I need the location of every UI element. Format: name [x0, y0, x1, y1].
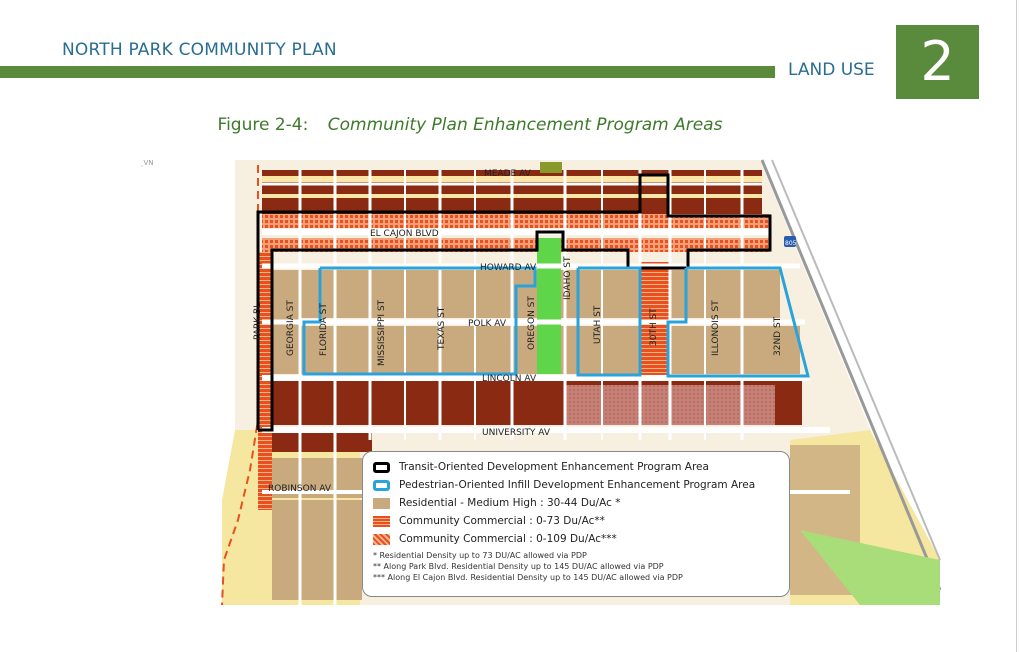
park-bl-corridor-south — [258, 430, 272, 510]
section-label: LAND USE — [788, 60, 875, 80]
legend-label-cc109: Community Commercial : 0-109 Du/Ac*** — [399, 533, 617, 545]
label-idaho-st: IDAHO ST — [563, 256, 573, 300]
label-university-av: UNIVERSITY AV — [482, 428, 551, 438]
legend-note-1: * Residential Density up to 73 DU/AC allowed via PDP — [373, 551, 587, 560]
legend-notes — [373, 550, 779, 583]
label-texas-st: TEXAS ST — [437, 306, 447, 350]
cc109-swatch-icon — [373, 534, 390, 545]
interstate-shield-label: 805 — [785, 240, 797, 247]
legend-label-pedestrian: Pedestrian-Oriented Infill Development Enhancement Program Area — [399, 479, 756, 491]
residential-swatch-icon — [373, 498, 390, 509]
label-30th-st: 30TH ST — [649, 308, 659, 346]
label-utah-st: UTAH ST — [593, 305, 603, 344]
cc73-swatch-icon — [373, 516, 390, 527]
chapter-number-badge: 2 — [896, 25, 979, 99]
legend-note-2: ** Along Park Blvd. Residential Density up to 145 DU/AC allowed via PDP — [373, 562, 664, 571]
park-bl-corridor — [258, 252, 272, 430]
legend-label-tod: Transit-Oriented Development Enhancement Program Area — [399, 461, 709, 473]
label-32nd-st: 32ND ST — [773, 316, 783, 356]
label-meade-av: MEADE AV — [484, 169, 531, 179]
open-space-park — [537, 238, 561, 374]
label-georgia-st: GEORGIA ST — [286, 300, 296, 356]
label-polk-av: POLK AV — [468, 319, 507, 329]
legend-note-3: *** Along El Cajon Blvd. Residential Density up to 145 DU/AC allowed via PDP — [373, 573, 683, 582]
label-park-bl: PARK BL — [253, 302, 263, 340]
label-oregon-st: OREGON ST — [527, 296, 537, 350]
map-corner-mark: ˏVN — [140, 159, 154, 167]
label-lincoln-av: LINCOLN AV — [482, 374, 537, 384]
label-robinson-av: ROBINSON AV — [268, 484, 332, 494]
pedestrian-swatch-icon — [373, 480, 390, 491]
figure-title: Community Plan Enhancement Program Areas — [327, 115, 723, 135]
label-howard-av: HOWARD AV — [480, 263, 537, 273]
legend-item-cc109 — [373, 530, 779, 548]
legend-label-cc73: Community Commercial : 0-73 Du/Ac** — [399, 515, 605, 527]
map-legend — [362, 451, 790, 597]
tod-swatch-icon — [373, 462, 390, 473]
legend-item-cc73 — [373, 512, 779, 530]
label-el-cajon-blvd: EL CAJON BLVD — [370, 229, 439, 239]
legend-item-tod — [373, 458, 779, 476]
label-mississippi-st: MISSISSIPPI ST — [377, 299, 387, 366]
legend-item-residential — [373, 494, 779, 512]
legend-label-residential: Residential - Medium High : 30-44 Du/Ac * — [399, 497, 621, 509]
label-illinois-st: ILLONOIS ST — [711, 300, 721, 356]
label-florida-st: FLORIDA ST — [319, 303, 329, 356]
plan-title: NORTH PARK COMMUNITY PLAN — [62, 40, 337, 60]
figure-number: Figure 2-4: — [217, 115, 309, 135]
legend-item-pedestrian — [373, 476, 779, 494]
